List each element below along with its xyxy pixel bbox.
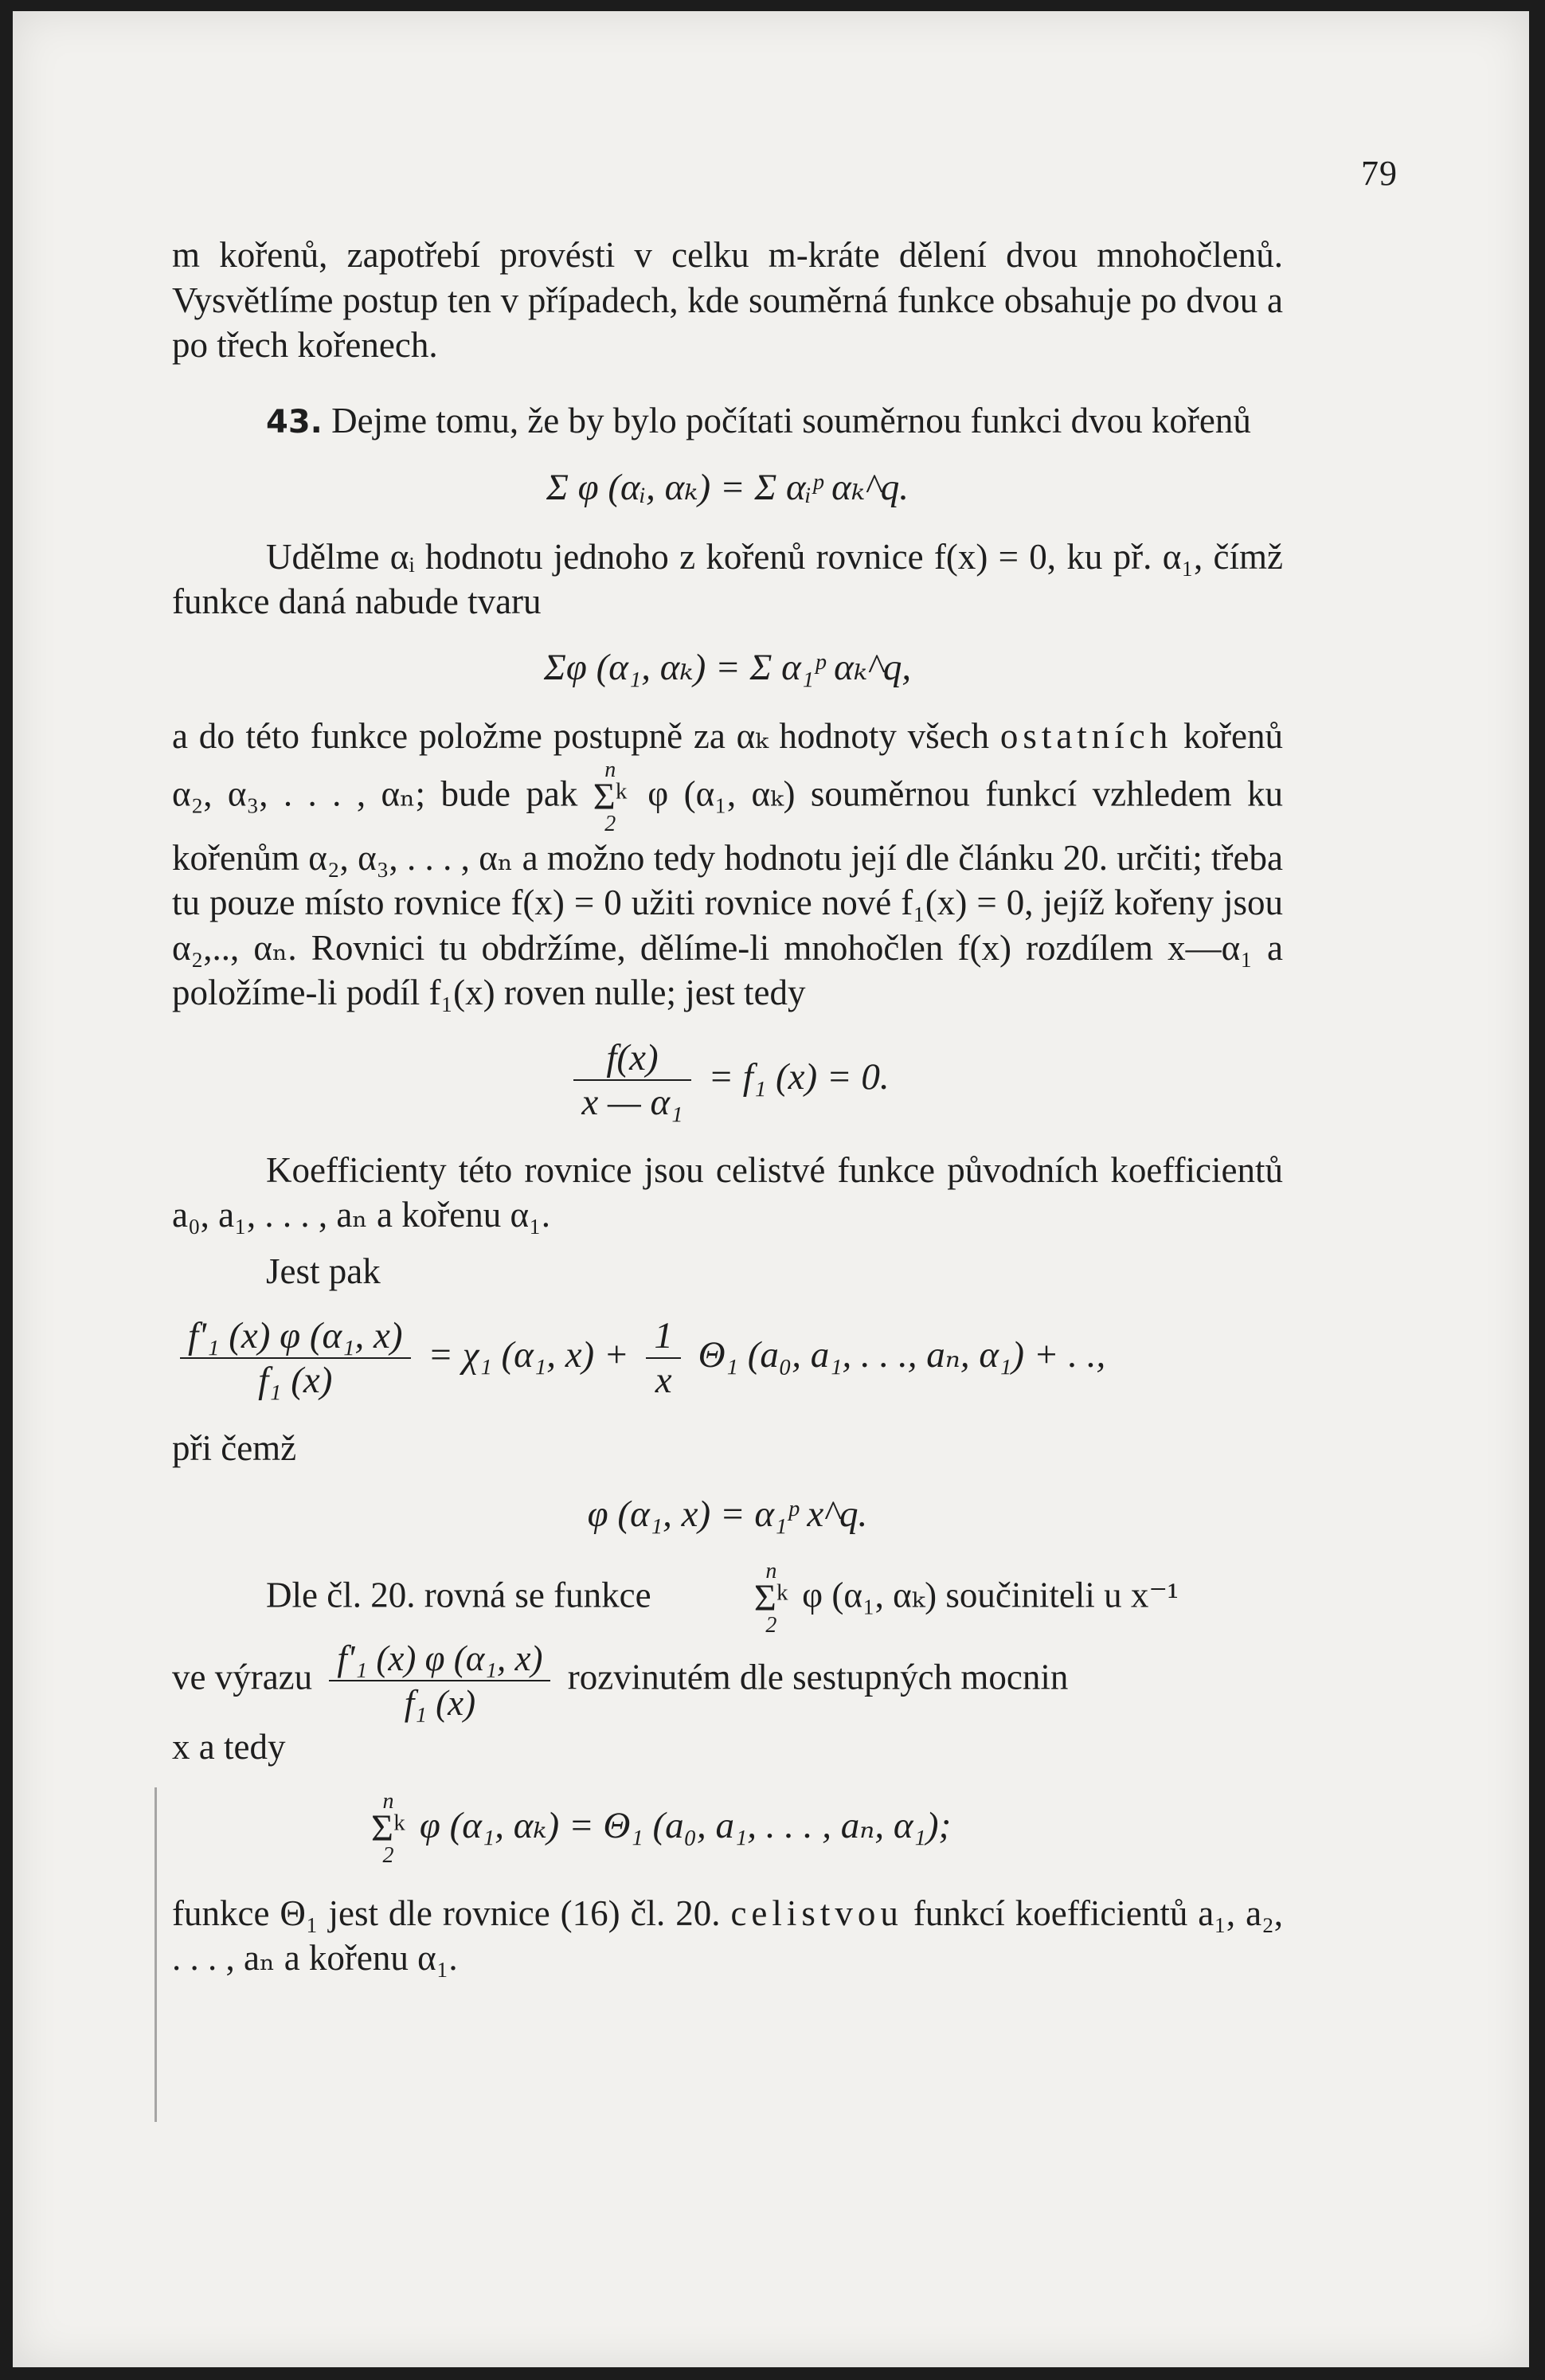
- section-number: 43.: [266, 403, 323, 440]
- sum-symbol: n Σᵏ 2: [371, 1788, 406, 1868]
- paragraph-3: Udělme αᵢ hodnotu jednoho z kořenů rovnice f(x) = 0, ku př. α₁, čímž funkce daná nabude tvaru: [172, 536, 1283, 621]
- paragraph-10: x a tedy: [172, 1727, 286, 1767]
- paragraph-5: Koefficienty této rovnice jsou celistvé funkce původních koefficientů a₀, a₁, . . . , aₙ a kořenu α₁.: [172, 1149, 1283, 1235]
- fraction: $\frac{f(x)}{\text{x — α₁}}$: [573, 1036, 690, 1124]
- equation-1: Σ φ (αᵢ, αₖ) = Σ αᵢᵖ αₖ^q.: [546, 467, 909, 508]
- page-number: 79: [1361, 154, 1398, 193]
- equation-4: $\frac{\text{f'₁ (x) φ (α₁, x)}}{\text{f₁ (x)}}$ = χ₁ (α₁, x) + $\frac{1}{x}$ Θ₁ (a₀, a₁, . . ., aₙ, α₁) + . .,: [172, 1314, 1283, 1402]
- paragraph-6: Jest pak: [266, 1251, 381, 1291]
- paragraph-4: a do této funkce položme postupně za αₖ hodnoty všech ostatních kořenů α₂, α₃, . . . , αₙ; bude pak n Σᵏ 2 φ (α₁, αₖ) souměrnou funkcí vzhledem ku kořenům α₂, α₃, . . . , αₙ a možno tedy hodnotu její dle článku 20. určiti; třeba tu pouze místo rovnice f(x) = 0 užiti rovnice nové f₁(x) = 0, jejíž kořeny jsou α₂,.., αₙ. Rovnici tu obdržíme, dělíme-li mnohočlen f(x) rozdílem x—α₁ a položíme-li podíl f₁(x) roven nulle; jest tedy: [172, 716, 1284, 1012]
- paragraph-2: 43. Dejme tomu, že by bylo počítati souměrnou funkci dvou kořenů: [266, 400, 1251, 440]
- paragraph-9: ve výrazu $\frac{\text{f'₁ (x) φ (α₁, x)}}{\text{f₁ (x)}}$ rozvinutém dle sestupných mocnin: [172, 1638, 1069, 1723]
- sum-symbol: n Σᵏ 2: [593, 757, 628, 836]
- fraction: $\frac{\text{f'₁ (x) φ (α₁, x)}}{\text{f₁ (x)}}$: [180, 1314, 411, 1402]
- equation-6: n Σᵏ 2 φ (α₁, αₖ) = Θ₁ (a₀, a₁, . . . , aₙ, α₁);: [371, 1788, 952, 1868]
- equation-2: Σφ (α₁, αₖ) = Σ α₁ᵖ αₖ^q,: [543, 646, 912, 688]
- paragraph-11: funkce Θ₁ jest dle rovnice (16) čl. 20. celistvou funkcí koefficientů a₁, a₂, . . . , aₙ a kořenu α₁.: [172, 1893, 1284, 1978]
- equation-5: φ (α₁, x) = α₁ᵖ x^q.: [587, 1493, 868, 1535]
- equation-3: $\frac{f(x)}{\text{x — α₁}}$ = f₁ (x) = 0.: [172, 1036, 1283, 1124]
- page-text: [172, 233, 1283, 1981]
- margin-pencil-mark: [154, 1787, 157, 2122]
- paragraph-8: Dle čl. 20. rovná se funkce n Σᵏ 2 φ (α₁, αₖ) součiniteli u x⁻¹: [266, 1559, 1179, 1638]
- paragraph-7: při čemž: [172, 1428, 297, 1468]
- fraction: $\frac{\text{f'₁ (x) φ (α₁, x)}}{\text{f₁ (x)}}$: [329, 1637, 550, 1724]
- book-page: [13, 11, 1529, 2367]
- sum-symbol: n Σᵏ 2: [753, 1559, 788, 1638]
- fraction-small: $\frac{1}{x}$: [646, 1314, 681, 1402]
- paragraph-1: m kořenů, zapotřebí provésti v celku m-kráte dělení dvou mnohočlenů. Vysvětlíme postup ten v případech, kde souměrná funkce obsahuje po dvou a po třech kořenech.: [172, 235, 1283, 365]
